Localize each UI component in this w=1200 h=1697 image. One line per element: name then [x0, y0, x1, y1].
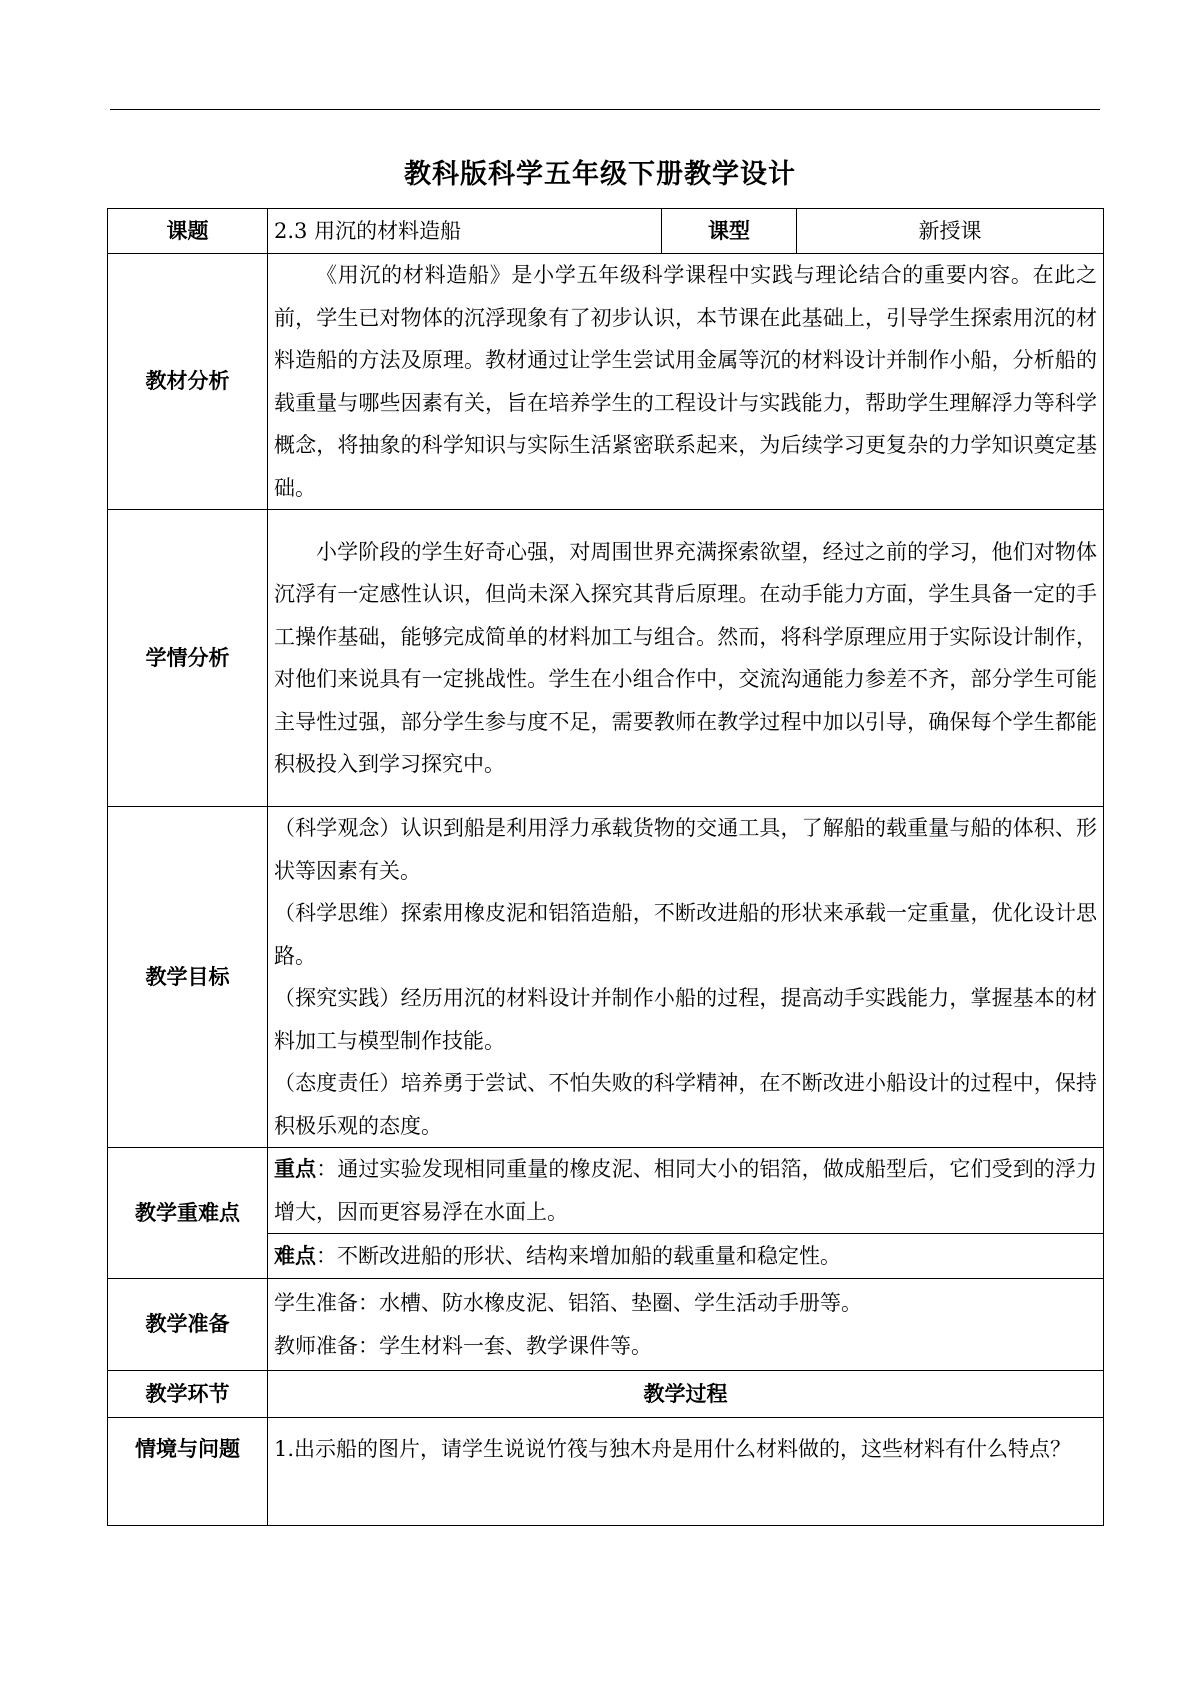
- student-preparation: 学生准备：水槽、防水橡皮泥、铝箔、垫圈、学生活动手册等。: [274, 1291, 862, 1315]
- textbook-analysis-text: 《用沉的材料造船》是小学五年级科学课程中实践与理论结合的重要内容。在此之前，学生已对物体的沉浮现象有了初步认识，本节课在此基础上，引导学生探索用沉的材料造船的方法及原理。教材通过让学生尝试用金属等沉的材料设计并制作小船，分析船的载重量与哪些因素有关，旨在培养学生的工程设计与实践能力，帮助学生理解浮力等科学概念，将抽象的科学知识与实际生活紧密联系起来，为后续学习更复杂的力学知识奠定基础。: [268, 254, 1104, 510]
- teacher-preparation: 教师准备：学生材料一套、教学课件等。: [274, 1333, 652, 1358]
- type-label: 课型: [662, 209, 797, 254]
- student-analysis-text: 小学阶段的学生好奇心强，对周围世界充满探索欲望，经过之前的学习，他们对物体沉浮有一定感性认识，但尚未深入探究其背后原理。在动手能力方面，学生具备一定的手工操作基础，能够完成简单的材料加工与组合。然而，将科学原理应用于实际设计制作，对他们来说具有一定挑战性。学生在小组合作中，交流沟通能力参差不齐，部分学生可能主导性过强，部分学生参与度不足，需要教师在教学过程中加以引导，确保每个学生都能积极投入到学习探究中。: [268, 510, 1104, 807]
- focus-label: 重点: [274, 1157, 317, 1181]
- teaching-goals-label: 教学目标: [108, 807, 268, 1148]
- row-topic: [108, 209, 1104, 254]
- type-value: 新授课: [797, 209, 1104, 254]
- preparation-label: 教学准备: [108, 1279, 268, 1371]
- preparation-cell: [268, 1279, 1104, 1371]
- header-rule: [110, 109, 1100, 110]
- student-analysis-label: 学情分析: [108, 510, 268, 807]
- row-teaching-goals: [108, 807, 1104, 1148]
- topic-label: 课题: [108, 209, 268, 254]
- goal-item: （态度责任）培养勇于尝试、不怕失败的科学精神，在不断改进小船设计的过程中，保持积极乐观的态度。: [274, 1071, 1097, 1138]
- goal-item: （科学观念）认识到船是利用浮力承载货物的交通工具，了解船的载重量与船的体积、形状等因素有关。: [274, 816, 1097, 883]
- teaching-goals-cell: [268, 807, 1104, 1148]
- row-preparation: [108, 1279, 1104, 1371]
- row-student-analysis: [108, 510, 1104, 807]
- goal-item: （科学思维）探索用橡皮泥和铝箔造船，不断改进船的形状来承载一定重量，优化设计思路。: [274, 901, 1097, 968]
- key-points-label: 教学重难点: [108, 1148, 268, 1279]
- row-situation: [108, 1418, 1104, 1526]
- row-textbook-analysis: [108, 254, 1104, 510]
- stage-header: 教学环节: [108, 1371, 268, 1418]
- situation-text: 1.出示船的图片，请学生说说竹筏与独木舟是用什么材料做的，这些材料有什么特点？: [268, 1418, 1104, 1526]
- difficulty-cell: [268, 1234, 1104, 1279]
- row-process-header: [108, 1371, 1104, 1418]
- row-key-points: [108, 1148, 1104, 1234]
- goal-item: （探究实践）经历用沉的材料设计并制作小船的过程，提高动手实践能力，掌握基本的材料加工与模型制作技能。: [274, 986, 1097, 1053]
- situation-label: 情境与问题: [108, 1418, 268, 1526]
- difficulty-label: 难点: [274, 1243, 316, 1268]
- document-title: 教科版科学五年级下册教学设计: [404, 159, 796, 190]
- difficulty-text: ：不断改进船的形状、结构来增加船的载重量和稳定性。: [316, 1243, 841, 1268]
- focus-text: ：通过实验发现相同重量的橡皮泥、相同大小的铝箔，做成船型后，它们受到的浮力增大，因而更容易浮在水面上。: [274, 1157, 1098, 1224]
- lesson-plan-table: [107, 208, 1104, 1526]
- textbook-analysis-label: 教材分析: [108, 254, 268, 510]
- process-header: 教学过程: [268, 1371, 1104, 1418]
- focus-cell: [268, 1148, 1104, 1234]
- topic-value: 2.3 用沉的材料造船: [268, 209, 662, 254]
